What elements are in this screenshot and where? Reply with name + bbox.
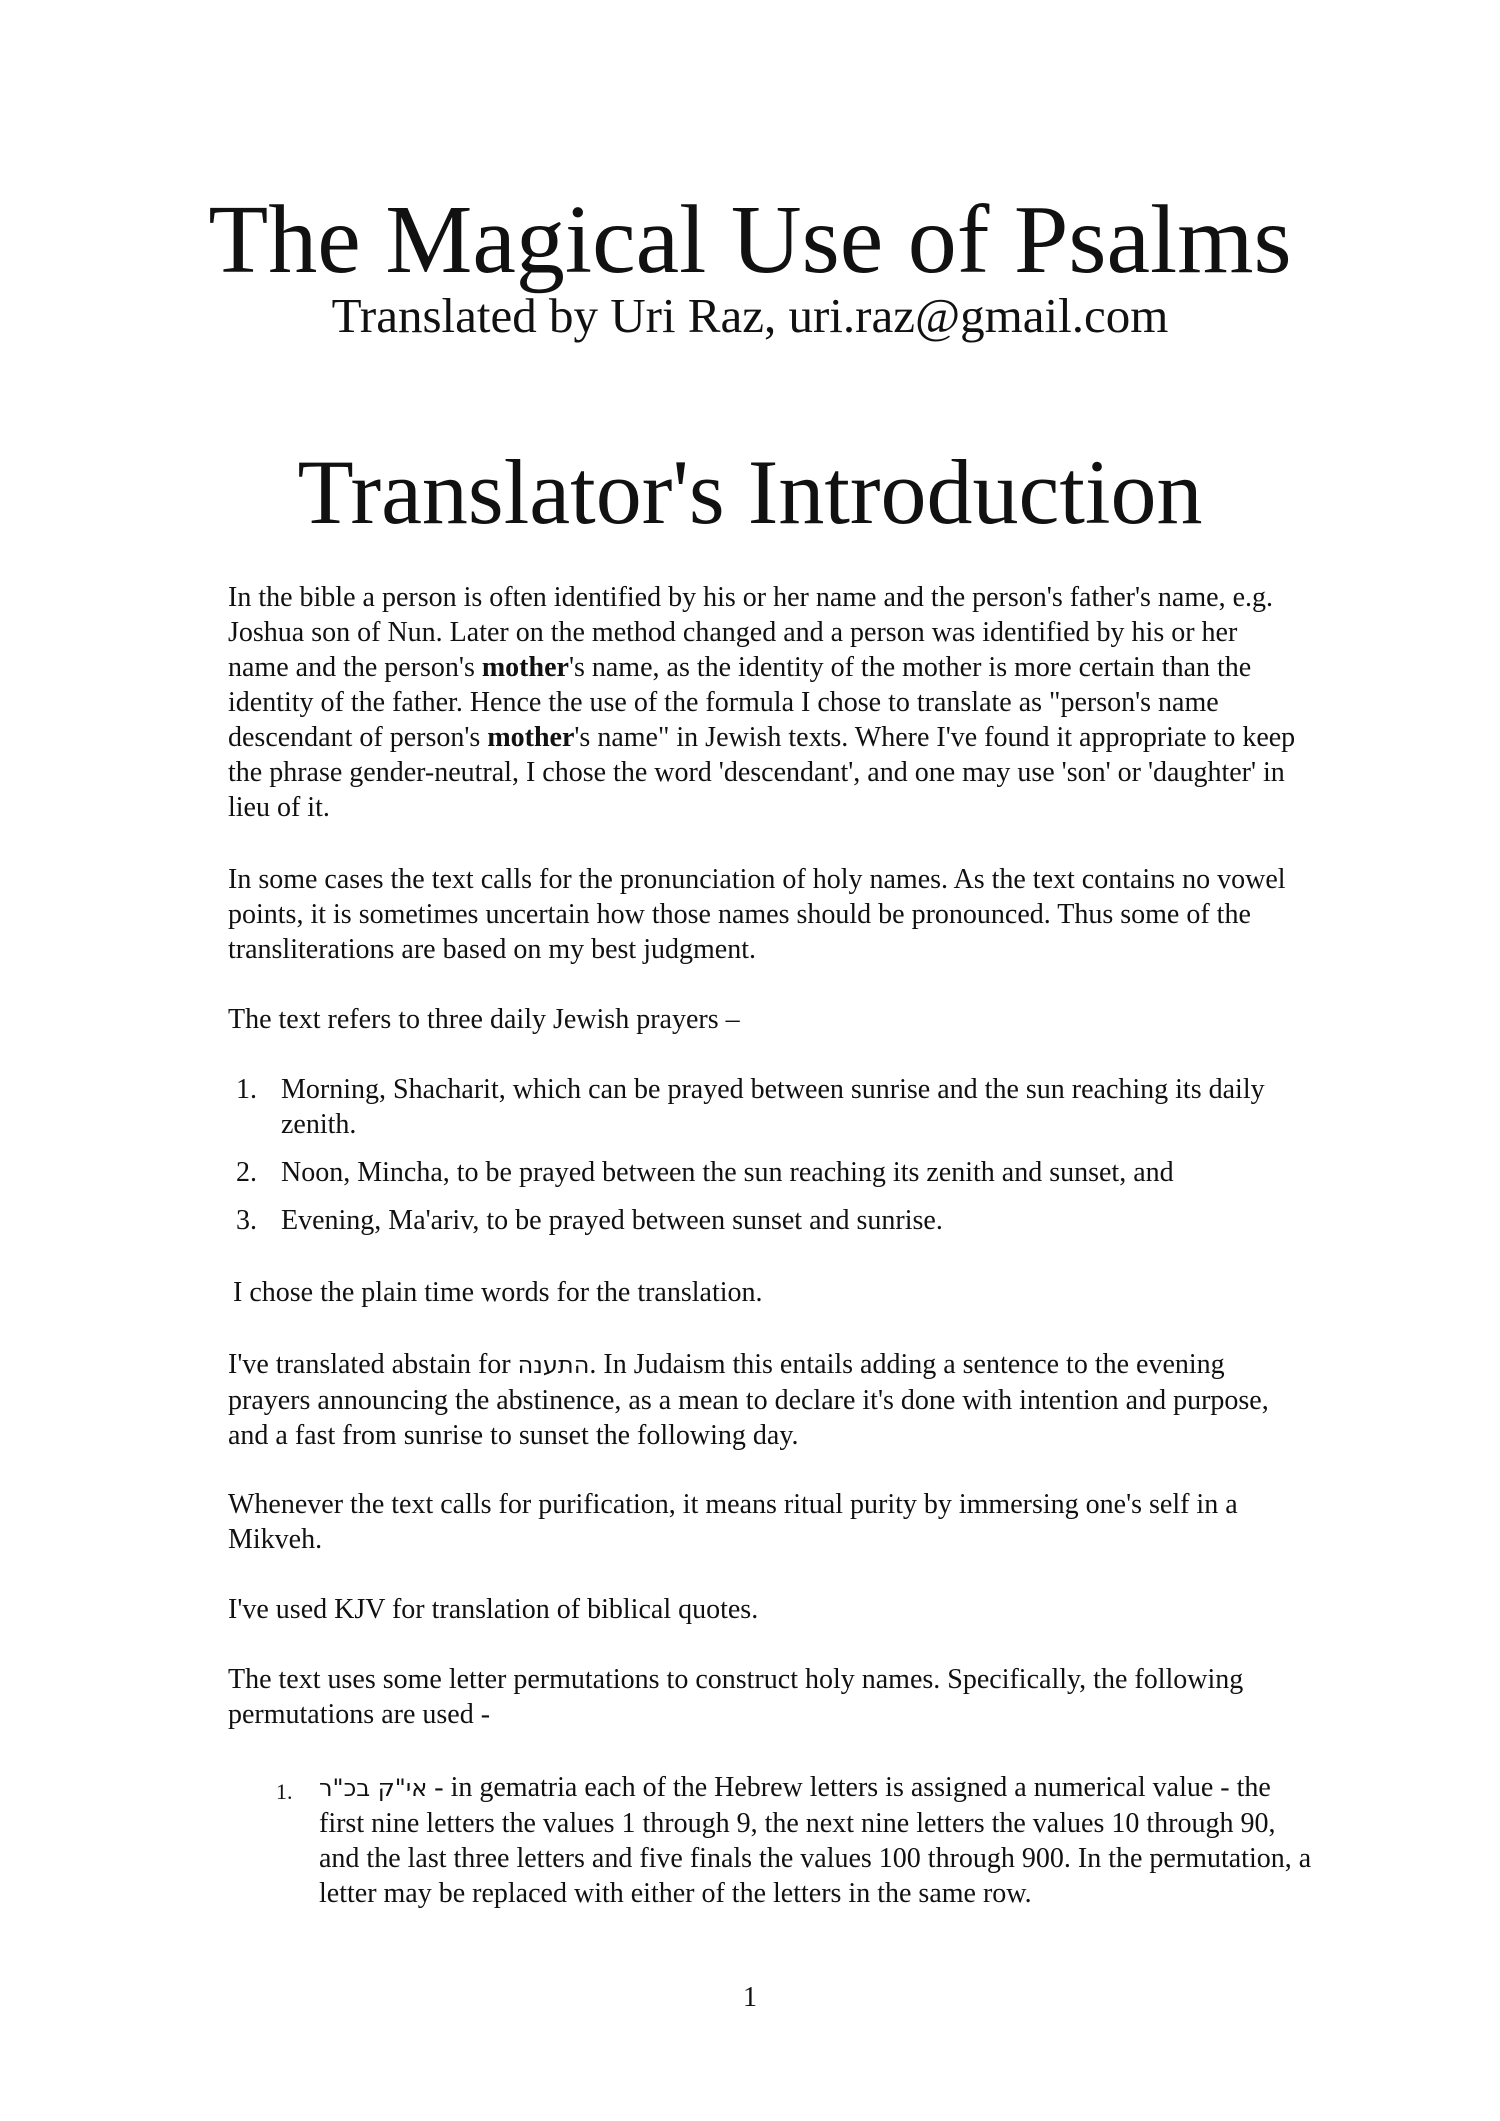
paragraph-abstain (228, 1347, 1304, 1453)
section-heading: Translator's Introduction (297, 441, 1203, 543)
paragraph-permutations-intro: The text uses some letter permutations to construct holy names. Specifically, the following permutations are used - (228, 1664, 1244, 1730)
document-subtitle: Translated by Uri Raz, uri.raz@gmail.com (331, 288, 1169, 343)
list-item-number: 2. (236, 1157, 257, 1188)
hebrew-permutation-name: אי"ק בכ"ר (319, 1774, 428, 1802)
prayers-list (228, 1072, 1318, 1251)
list-item (228, 1155, 1318, 1190)
list-item-text: Noon, Mincha, to be prayed between the sun reaching its zenith and sunset, and (281, 1157, 1174, 1188)
list-item-number: 1. (276, 1779, 293, 1804)
hebrew-word-abstain: התענה (517, 1351, 590, 1379)
list-item-number: 3. (236, 1205, 257, 1236)
permutations-list (228, 1770, 1318, 1911)
document-title: The Magical Use of Psalms (208, 186, 1292, 294)
paragraph-naming-convention (228, 580, 1304, 825)
list-item (228, 1770, 1318, 1911)
paragraph-time-words: I chose the plain time words for the translation. (233, 1277, 763, 1308)
list-item-text: Morning, Shacharit, which can be prayed between sunrise and the sun reaching its daily zenith. (281, 1074, 1265, 1140)
para1-part-a: In the bible a person is often identified by his or her name and the person's father's name, e.g. Joshua son of Nun. Later on the method changed and a person was identified by his or her name and the person's (228, 582, 1273, 683)
para5-part-a: I've translated abstain for (228, 1349, 518, 1380)
para1-emphasis-mother-2: mother (487, 722, 575, 753)
para1-emphasis-mother: mother (481, 652, 569, 683)
paragraph-prayers-intro: The text refers to three daily Jewish prayers – (228, 1004, 740, 1035)
para1-part-e: 's name" in Jewish texts. Where I've found it appropriate to keep the phrase gender-neutral, I chose the word 'descendant', and one may use 'son' or 'daughter' in lieu of it. (228, 722, 1296, 823)
list-item-text: Evening, Ma'ariv, to be prayed between sunset and sunrise. (281, 1205, 943, 1236)
page-number: 1 (743, 1982, 757, 2013)
list-item-text: - in gematria each of the Hebrew letters is assigned a numerical value - the first nine letters the values 1 through 9, the next nine letters the values 10 through 90, and the last three letters and five finals the values 100 through 900. In the permutation, a letter may be replaced with either of the letters in the same row. (319, 1772, 1312, 1909)
list-item (228, 1072, 1318, 1142)
list-item (228, 1203, 1318, 1238)
para1-part-c: 's name, as the identity of the mother is more certain than the identity of the father. Hence the use of the formula I chose to translate as "person's name descendant of person's (228, 652, 1252, 753)
paragraph-holy-names: In some cases the text calls for the pronunciation of holy names. As the text contains no vowel points, it is sometimes uncertain how those names should be pronounced. Thus some of the transliterations are based on my best judgment. (228, 864, 1286, 965)
paragraph-kjv: I've used KJV for translation of biblical quotes. (228, 1594, 759, 1625)
para5-part-b: . In Judaism this entails adding a sentence to the evening prayers announcing the abstinence, as a mean to declare it's done with intention and purpose, and a fast from sunrise to sunset the following day. (228, 1349, 1269, 1451)
paragraph-purification: Whenever the text calls for purification, it means ritual purity by immersing one's self in a Mikveh. (228, 1489, 1238, 1555)
list-item-number: 1. (236, 1074, 257, 1105)
